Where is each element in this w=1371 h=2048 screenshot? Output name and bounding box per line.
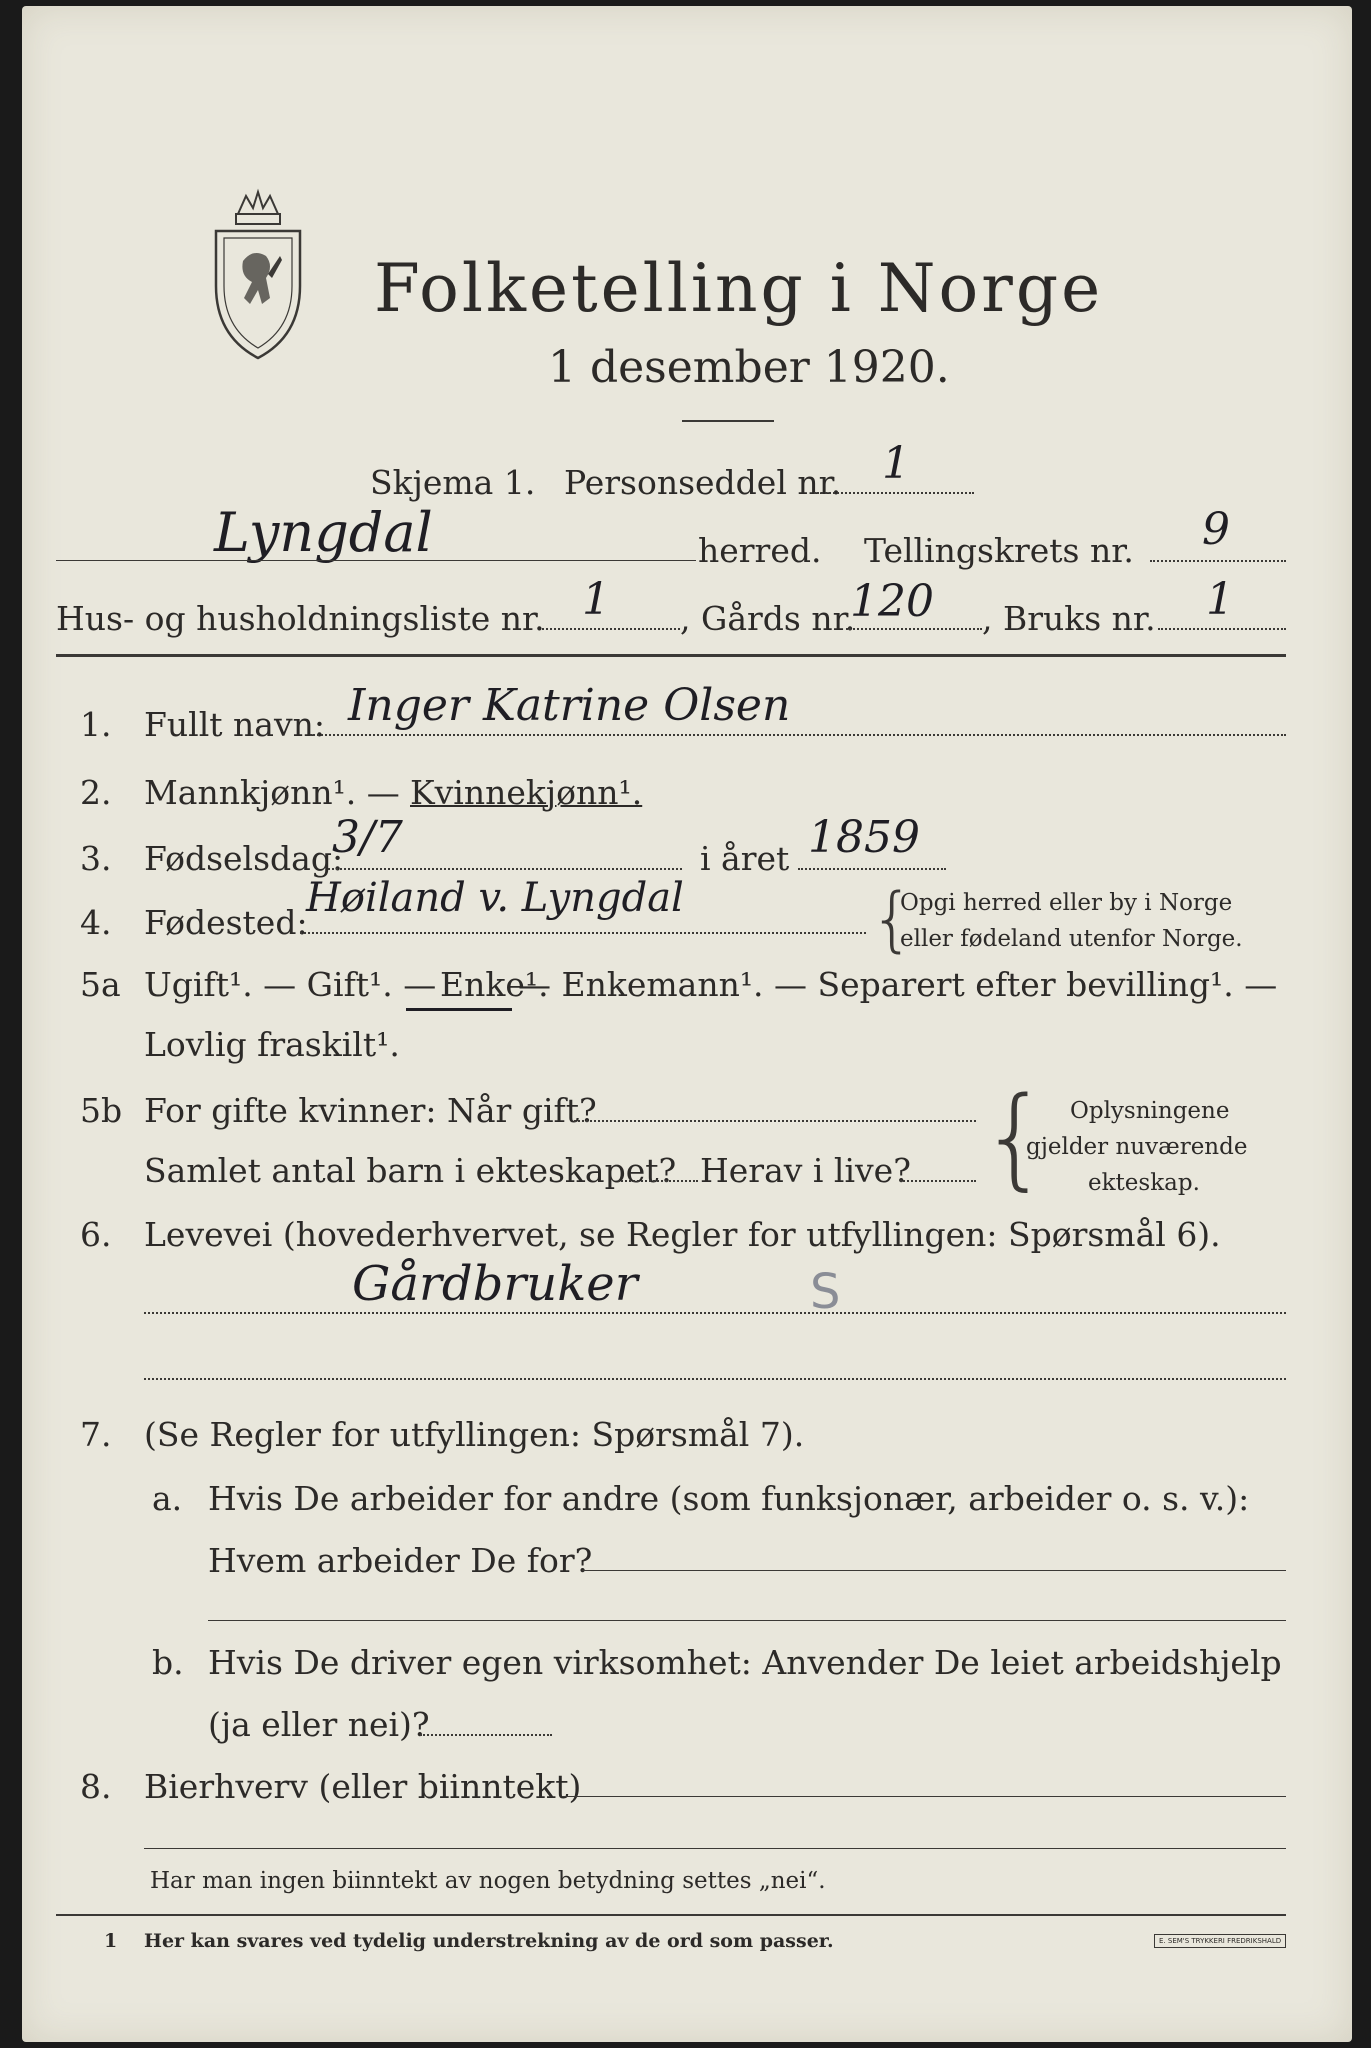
q7a-label-2: Hvem arbeider De for? (208, 1541, 593, 1580)
q5a-enke-option: Enke¹. (440, 965, 549, 1004)
personseddel-line (814, 492, 974, 494)
gards-line (846, 628, 982, 630)
q5b-label-2: Samlet antal barn i ekteskapet? (144, 1151, 677, 1190)
q7-number: 7. (80, 1415, 112, 1454)
herred-label: herred. (698, 531, 822, 570)
census-form-page (22, 6, 1352, 2042)
q5a-options-1: Ugift¹. — Gift¹. — (144, 965, 437, 1004)
tellingskrets-label: Tellingskrets nr. (864, 531, 1134, 570)
tellingskrets-line (1150, 560, 1286, 562)
q3-year-value: 1859 (808, 812, 920, 863)
q2-male-option: Mannkjønn¹. — (144, 773, 400, 812)
q6-value: Gårdbruker (352, 1256, 638, 1312)
q7a-label: Hvis De arbeider for andre (som funksjonær, arbeider o. s. v.): (208, 1479, 1250, 1518)
q4-note-2: eller fødeland utenfor Norge. (900, 926, 1243, 952)
q5b-number: 5b (80, 1091, 123, 1130)
q4-line (300, 932, 866, 934)
q5b-label-3: Herav i live? (700, 1151, 911, 1190)
q5b-note-1: Oplysningene (1070, 1098, 1230, 1124)
form-title: Folketelling i Norge (374, 250, 1104, 327)
enke-underline (406, 1008, 512, 1011)
q8-line-2 (144, 1848, 1286, 1849)
q8-label: Bierhverv (eller biinntekt) (144, 1767, 582, 1806)
census-date: 1 desember 1920. (548, 342, 950, 393)
q3-number: 3. (80, 839, 112, 878)
q3-year-line (798, 868, 946, 870)
title-divider (682, 420, 774, 422)
q7a-line-2 (208, 1620, 1286, 1621)
q4-brace: { (870, 878, 915, 960)
herred-line (56, 560, 696, 561)
tellingskrets-value: 9 (1202, 504, 1230, 555)
skjema-label: Skjema 1. (370, 463, 536, 502)
q4-note-1: Opgi herred eller by i Norge (900, 890, 1233, 916)
q7b-letter: b. (152, 1643, 184, 1682)
herred-value: Lyngdal (214, 501, 433, 564)
footer-note: Har man ingen biinntekt av nogen betydning settes „nei“. (150, 1868, 826, 1894)
q6-label: Levevei (hovederhvervet, se Regler for utfyllingen: Spørsmål 6). (144, 1215, 1221, 1254)
hus-line (542, 628, 680, 630)
q5b-note-2: gjelder nuværende (1026, 1134, 1248, 1160)
q5b-brace: { (980, 1073, 1050, 1201)
q3-label: Fødselsdag: (144, 839, 344, 878)
q4-label: Fødested: (144, 903, 308, 942)
q1-value: Inger Katrine Olsen (348, 680, 791, 731)
q1-line (310, 734, 1286, 736)
q7-label: (Se Regler for utfyllingen: Spørsmål 7). (144, 1415, 805, 1454)
personseddel-value: 1 (882, 438, 910, 489)
footnote-text: Her kan svares ved tydelig understrekning av de ord som passer. (144, 1930, 834, 1952)
footnote-mark: 1 (104, 1930, 118, 1952)
q7b-line (420, 1734, 552, 1736)
gards-label: , Gårds nr. (680, 599, 856, 638)
hus-label: Hus- og husholdningsliste nr. (56, 599, 545, 638)
q5a-options-2: — Enkemann¹. — Separert efter bevilling¹. — (518, 965, 1278, 1004)
q8-number: 8. (80, 1767, 112, 1806)
q5b-children-line (618, 1180, 698, 1182)
bruks-line (1158, 628, 1286, 630)
q3-line (328, 868, 682, 870)
q5a-options-3: Lovlig fraskilt¹. (144, 1025, 400, 1064)
header-separator (56, 654, 1286, 657)
gards-value: 120 (850, 576, 934, 627)
q2-number: 2. (80, 773, 112, 812)
q3-year-label: i året (700, 839, 790, 878)
q1-label: Fullt navn: (144, 705, 325, 744)
q6-number: 6. (80, 1215, 112, 1254)
q5b-alive-line (900, 1180, 976, 1182)
q4-number: 4. (80, 903, 112, 942)
footer-divider (56, 1914, 1286, 1916)
q8-line-1 (562, 1796, 1286, 1797)
hus-value: 1 (582, 574, 610, 625)
q3-value: 3/7 (332, 812, 403, 863)
q5b-note-3: ekteskap. (1088, 1170, 1200, 1196)
q6-code-mark: S (810, 1264, 841, 1320)
q7a-line-1 (582, 1570, 1286, 1571)
bruks-label: , Bruks nr. (982, 599, 1156, 638)
q5b-married-line (574, 1120, 976, 1122)
q5a-number: 5a (80, 965, 121, 1004)
q1-number: 1. (80, 705, 112, 744)
printer-stamp: E. SEM'S TRYKKERI FREDRIKSHALD (1154, 1934, 1286, 1948)
q7b-label: Hvis De driver egen virksomhet: Anvender De leiet arbeidshjelp (208, 1643, 1282, 1682)
q6-line-1 (144, 1312, 1286, 1314)
q5b-label-1: For gifte kvinner: Når gift? (144, 1091, 597, 1130)
q7b-label-2: (ja eller nei)? (208, 1705, 430, 1744)
q2-female-option: Kvinnekjønn¹. (410, 773, 643, 812)
bruks-value: 1 (1206, 574, 1234, 625)
norwegian-coat-of-arms-icon (208, 186, 308, 361)
q6-line-2 (144, 1378, 1286, 1380)
q7a-letter: a. (152, 1479, 183, 1518)
personseddel-label: Personseddel nr. (564, 463, 842, 502)
q4-value: Høiland v. Lyngdal (306, 875, 684, 921)
